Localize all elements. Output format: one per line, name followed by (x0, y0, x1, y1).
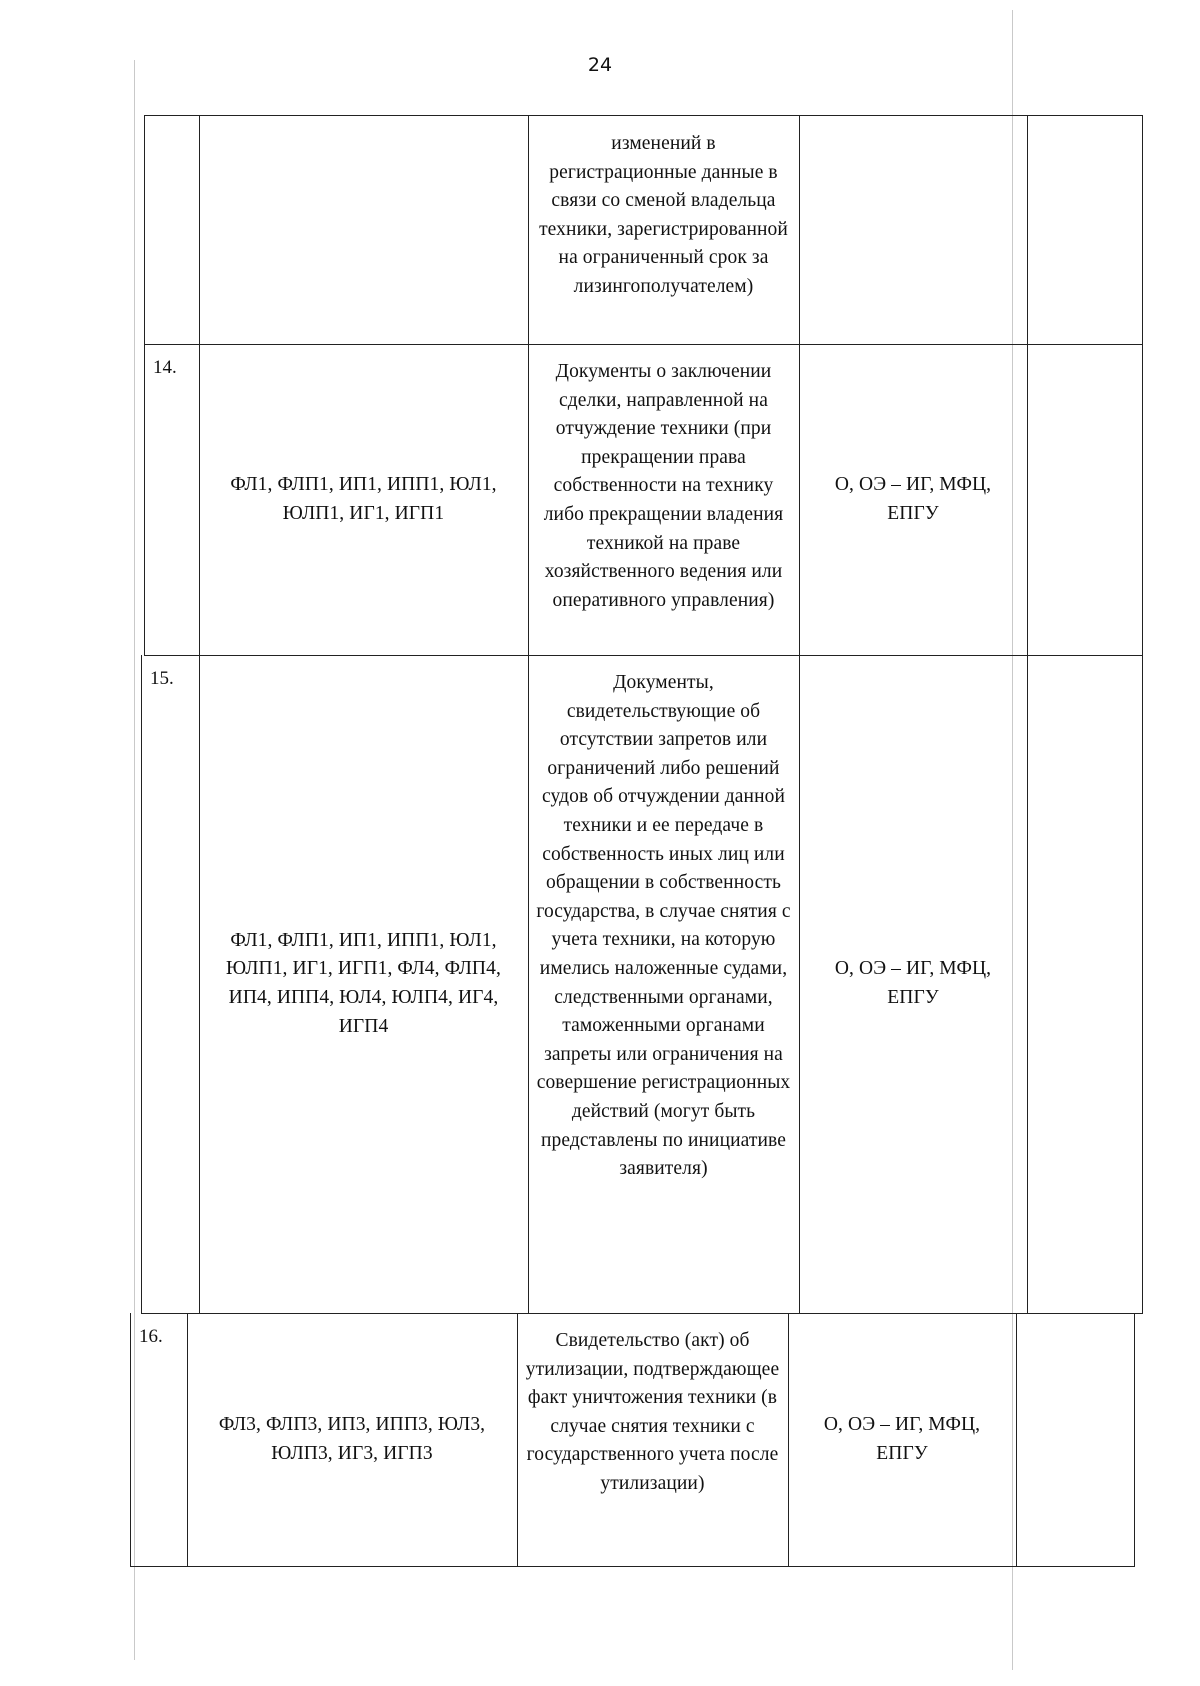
document-cell (528, 115, 800, 345)
method-cell (799, 115, 1028, 345)
extra-cell (1027, 655, 1143, 1314)
applicants-cell (187, 1313, 518, 1567)
document-text: Документы о заключении сделки, направленной на отчуждение техники (при прекращении права собственности на технику либо прекращении владения техникой на праве хозяйственного ведения или оперативного управления) (543, 361, 784, 611)
method-cell (799, 344, 1028, 656)
document-text: Свидетельство (акт) об утилизации, подтверждающее факт уничтожения техники (в случае снятия техники с государственного учета после утилизации) (525, 1330, 780, 1494)
applicants-text: ФЛ1, ФЛП1, ИП1, ИПП1, ЮЛ1, ЮЛП1, ИГ1, ИГП1, ФЛ4, ФЛП4, ИП4, ИПП4, ЮЛ4, ЮЛП4, ИГ4, ИГП4 (226, 929, 501, 1037)
method-text: О, ОЭ – ИГ, МФЦ, ЕПГУ (823, 1413, 981, 1464)
method-cell (799, 655, 1028, 1314)
method-cell (788, 1313, 1017, 1567)
page-number: 24 (587, 54, 613, 76)
applicants-text: ФЛ3, ФЛП3, ИП3, ИПП3, ЮЛ3, ЮЛП3, ИГ3, ИГП3 (218, 1413, 486, 1464)
extra-cell (1027, 344, 1143, 656)
method-text: О, ОЭ – ИГ, МФЦ, ЕПГУ (834, 958, 992, 1008)
extra-cell (1027, 115, 1143, 345)
row-number-cell (141, 655, 200, 1314)
document-cell (517, 1313, 789, 1567)
applicants-cell (199, 655, 529, 1314)
document-text: Документы, свидетельствующие об отсутствии запретов или ограничений либо решений судов об отчуждении данной техники и ее передаче в собственность иных лиц или обращении в собственность государства, в случае снятия с учета техники, на которую имелись наложенные судами, следственными органами, таможенными органами запреты или ограничения на совершение регистрационных действий (могут быть представлены по инициативе заявителя) (536, 672, 791, 1180)
applicants-cell (199, 115, 529, 345)
method-text: О, ОЭ – ИГ, МФЦ, ЕПГУ (834, 473, 992, 524)
row-number: 16. (139, 1326, 163, 1347)
row-number-cell (144, 344, 200, 656)
document-text: изменений в регистрационные данные в связи со сменой владельца техники, зарегистрированной на ограниченный срок за лизингополучателем) (539, 133, 788, 297)
row-number-cell (144, 115, 200, 345)
applicants-text: ФЛ1, ФЛП1, ИП1, ИПП1, ЮЛ1, ЮЛП1, ИГ1, ИГП1 (230, 473, 497, 524)
row-number: 15. (150, 668, 174, 689)
document-cell (528, 344, 800, 656)
row-number: 14. (153, 357, 177, 378)
applicants-cell (199, 344, 529, 656)
row-number-cell (130, 1313, 188, 1567)
extra-cell (1016, 1313, 1135, 1567)
document-cell (528, 655, 800, 1314)
